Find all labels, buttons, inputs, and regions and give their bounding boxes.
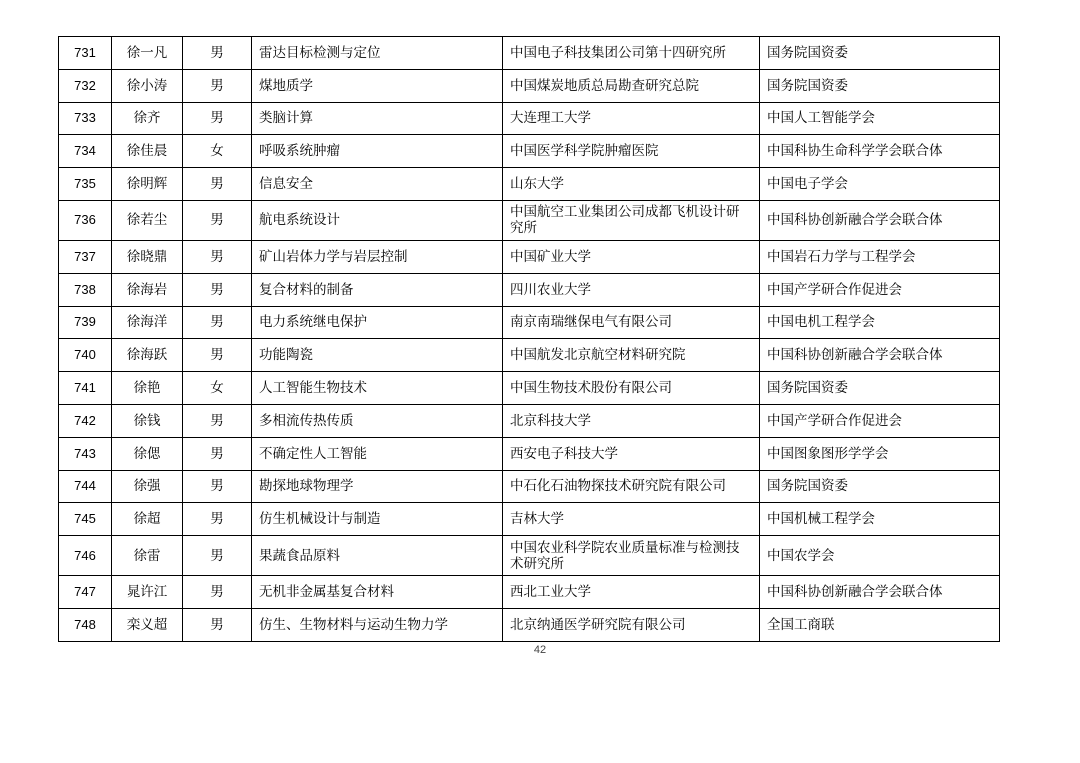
organization-cell: 北京科技大学 — [503, 404, 760, 437]
gender-cell: 男 — [183, 240, 252, 273]
nominator-cell: 国务院国资委 — [760, 470, 1000, 503]
organization-cell: 南京南瑞继保电气有限公司 — [503, 306, 760, 339]
organization-cell: 中国煤炭地质总局勘查研究总院 — [503, 69, 760, 102]
nominator-cell: 国务院国资委 — [760, 37, 1000, 70]
row-number-cell: 747 — [59, 576, 112, 609]
name-cell: 徐明辉 — [112, 168, 183, 201]
table-row — [59, 37, 1000, 70]
organization-cell: 大连理工大学 — [503, 102, 760, 135]
row-number-cell: 738 — [59, 273, 112, 306]
nominator-cell: 中国农学会 — [760, 536, 1000, 576]
field-cell: 功能陶瓷 — [252, 339, 503, 372]
nominator-cell: 中国机械工程学会 — [760, 503, 1000, 536]
table-row — [59, 102, 1000, 135]
gender-cell: 女 — [183, 135, 252, 168]
row-number-cell: 746 — [59, 536, 112, 576]
nominator-cell: 中国岩石力学与工程学会 — [760, 240, 1000, 273]
name-cell: 徐海岩 — [112, 273, 183, 306]
table-row — [59, 404, 1000, 437]
table-row — [59, 306, 1000, 339]
row-number-cell: 737 — [59, 240, 112, 273]
gender-cell: 男 — [183, 608, 252, 641]
name-cell: 徐齐 — [112, 102, 183, 135]
gender-cell: 女 — [183, 372, 252, 405]
table-row — [59, 240, 1000, 273]
table-row — [59, 608, 1000, 641]
gender-cell: 男 — [183, 503, 252, 536]
field-cell: 电力系统继电保护 — [252, 306, 503, 339]
row-number-cell: 734 — [59, 135, 112, 168]
organization-cell: 西北工业大学 — [503, 576, 760, 609]
nominator-cell: 中国科协创新融合学会联合体 — [760, 339, 1000, 372]
nominator-cell: 中国科协生命科学学会联合体 — [760, 135, 1000, 168]
gender-cell: 男 — [183, 273, 252, 306]
nominator-cell: 中国电子学会 — [760, 168, 1000, 201]
organization-cell: 中国电子科技集团公司第十四研究所 — [503, 37, 760, 70]
nominator-cell: 全国工商联 — [760, 608, 1000, 641]
row-number-cell: 739 — [59, 306, 112, 339]
name-cell: 徐超 — [112, 503, 183, 536]
table-row — [59, 437, 1000, 470]
name-cell: 徐一凡 — [112, 37, 183, 70]
field-cell: 信息安全 — [252, 168, 503, 201]
organization-cell: 中国生物技术股份有限公司 — [503, 372, 760, 405]
row-number-cell: 735 — [59, 168, 112, 201]
row-number-cell: 733 — [59, 102, 112, 135]
organization-cell: 中国航空工业集团公司成都飞机设计研究所 — [503, 200, 760, 240]
gender-cell: 男 — [183, 339, 252, 372]
gender-cell: 男 — [183, 437, 252, 470]
gender-cell: 男 — [183, 576, 252, 609]
table-row — [59, 200, 1000, 240]
nominator-cell: 中国人工智能学会 — [760, 102, 1000, 135]
field-cell: 矿山岩体力学与岩层控制 — [252, 240, 503, 273]
row-number-cell: 743 — [59, 437, 112, 470]
field-cell: 勘探地球物理学 — [252, 470, 503, 503]
name-cell: 栾义超 — [112, 608, 183, 641]
table-row — [59, 69, 1000, 102]
row-number-cell: 741 — [59, 372, 112, 405]
name-cell: 晁许江 — [112, 576, 183, 609]
row-number-cell: 745 — [59, 503, 112, 536]
nominator-cell: 中国产学研合作促进会 — [760, 404, 1000, 437]
organization-cell: 山东大学 — [503, 168, 760, 201]
organization-cell: 中石化石油物探技术研究院有限公司 — [503, 470, 760, 503]
table-row — [59, 135, 1000, 168]
gender-cell: 男 — [183, 470, 252, 503]
organization-cell: 中国航发北京航空材料研究院 — [503, 339, 760, 372]
row-number-cell: 744 — [59, 470, 112, 503]
nominator-cell: 中国科协创新融合学会联合体 — [760, 200, 1000, 240]
field-cell: 不确定性人工智能 — [252, 437, 503, 470]
organization-cell: 四川农业大学 — [503, 273, 760, 306]
table-row — [59, 536, 1000, 576]
field-cell: 类脑计算 — [252, 102, 503, 135]
name-cell: 徐钱 — [112, 404, 183, 437]
field-cell: 仿生机械设计与制造 — [252, 503, 503, 536]
organization-cell: 西安电子科技大学 — [503, 437, 760, 470]
row-number-cell: 740 — [59, 339, 112, 372]
field-cell: 雷达目标检测与定位 — [252, 37, 503, 70]
field-cell: 人工智能生物技术 — [252, 372, 503, 405]
name-cell: 徐晓鼎 — [112, 240, 183, 273]
organization-cell: 中国医学科学院肿瘤医院 — [503, 135, 760, 168]
gender-cell: 男 — [183, 536, 252, 576]
nominator-cell: 中国产学研合作促进会 — [760, 273, 1000, 306]
field-cell: 无机非金属基复合材料 — [252, 576, 503, 609]
name-cell: 徐强 — [112, 470, 183, 503]
table-row — [59, 273, 1000, 306]
gender-cell: 男 — [183, 102, 252, 135]
nominator-cell: 中国科协创新融合学会联合体 — [760, 576, 1000, 609]
nominator-cell: 中国图象图形学学会 — [760, 437, 1000, 470]
organization-cell: 中国农业科学院农业质量标准与检测技术研究所 — [503, 536, 760, 576]
name-cell: 徐偲 — [112, 437, 183, 470]
gender-cell: 男 — [183, 200, 252, 240]
organization-cell: 北京纳通医学研究院有限公司 — [503, 608, 760, 641]
table-row — [59, 470, 1000, 503]
row-number-cell: 736 — [59, 200, 112, 240]
field-cell: 仿生、生物材料与运动生物力学 — [252, 608, 503, 641]
table-row — [59, 576, 1000, 609]
name-cell: 徐佳晨 — [112, 135, 183, 168]
field-cell: 航电系统设计 — [252, 200, 503, 240]
nominator-cell: 国务院国资委 — [760, 372, 1000, 405]
gender-cell: 男 — [183, 69, 252, 102]
field-cell: 复合材料的制备 — [252, 273, 503, 306]
field-cell: 呼吸系统肿瘤 — [252, 135, 503, 168]
name-cell: 徐雷 — [112, 536, 183, 576]
candidate-table-body — [59, 37, 1000, 642]
gender-cell: 男 — [183, 37, 252, 70]
name-cell: 徐小涛 — [112, 69, 183, 102]
field-cell: 果蔬食品原料 — [252, 536, 503, 576]
candidate-table — [58, 36, 1000, 642]
name-cell: 徐海洋 — [112, 306, 183, 339]
field-cell: 煤地质学 — [252, 69, 503, 102]
page-number: 42 — [533, 644, 547, 656]
nominator-cell: 国务院国资委 — [760, 69, 1000, 102]
organization-cell: 中国矿业大学 — [503, 240, 760, 273]
field-cell: 多相流传热传质 — [252, 404, 503, 437]
name-cell: 徐海跃 — [112, 339, 183, 372]
table-row — [59, 339, 1000, 372]
table-row — [59, 168, 1000, 201]
row-number-cell: 732 — [59, 69, 112, 102]
name-cell: 徐艳 — [112, 372, 183, 405]
table-row — [59, 372, 1000, 405]
table-row — [59, 503, 1000, 536]
gender-cell: 男 — [183, 168, 252, 201]
name-cell: 徐若尘 — [112, 200, 183, 240]
row-number-cell: 731 — [59, 37, 112, 70]
row-number-cell: 748 — [59, 608, 112, 641]
gender-cell: 男 — [183, 306, 252, 339]
organization-cell: 吉林大学 — [503, 503, 760, 536]
nominator-cell: 中国电机工程学会 — [760, 306, 1000, 339]
gender-cell: 男 — [183, 404, 252, 437]
row-number-cell: 742 — [59, 404, 112, 437]
